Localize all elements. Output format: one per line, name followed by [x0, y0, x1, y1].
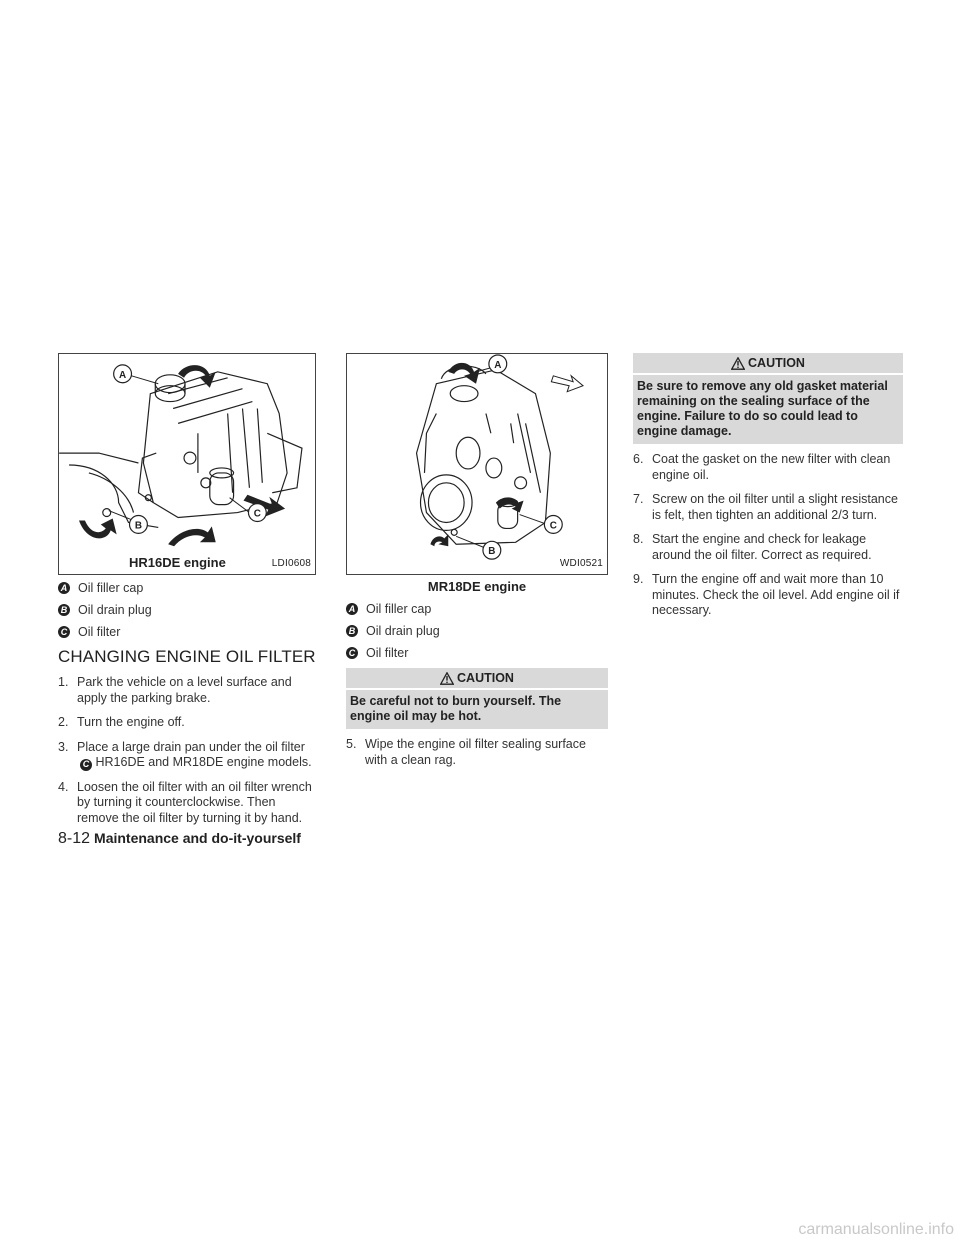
circled-letter-c-icon: C — [58, 626, 70, 638]
step-2 — [58, 715, 316, 731]
page-footer — [58, 830, 301, 848]
warning-triangle-icon — [440, 672, 454, 685]
step-number: 3. — [58, 739, 69, 754]
caution-box — [346, 668, 608, 729]
legend-item-a — [346, 602, 608, 616]
callout-c-label: C — [549, 520, 557, 532]
circled-letter-a-icon: A — [58, 582, 70, 594]
step-4 — [58, 780, 316, 827]
left-column — [58, 353, 316, 835]
legend-item-c — [58, 625, 316, 639]
callout-c-label: C — [253, 508, 261, 520]
callout-a-label: A — [119, 369, 127, 381]
step-text: Turn the engine off and wait more than 10 minutes. Check the oil level. Add engine oil if necessary. — [652, 572, 900, 617]
step-text: Place a large drain pan under the oil filter — [77, 739, 305, 754]
legend-text: Oil filler cap — [366, 602, 432, 616]
caution-text: Be sure to remove any old gasket material remaining on the sealing surface of the engine. Failure to do so could lead to engine damage. — [637, 379, 888, 438]
hr16de-engine-figure — [58, 353, 316, 575]
caution-text: Be careful not to burn yourself. The engine oil may be hot. — [350, 694, 562, 723]
step-text: Loosen the oil filter with an oil filter wrench by turning it counterclockwise. Then remove the oil filter by turning it by hand. — [77, 779, 312, 825]
callout-b-label: B — [134, 520, 143, 532]
circled-letter-a-icon: A — [346, 603, 358, 615]
step-number: 6. — [633, 452, 644, 466]
legend-item-c — [346, 646, 608, 660]
step-number: 9. — [633, 572, 644, 586]
circled-letter-c-icon: C — [346, 647, 358, 659]
step-number: 1. — [58, 675, 69, 689]
step-8 — [633, 532, 903, 563]
circled-letter-b-icon: B — [346, 625, 358, 637]
step-1 — [58, 675, 316, 706]
warning-triangle-icon — [731, 357, 745, 370]
watermark: carmanualsonline.info — [798, 1221, 954, 1238]
step-number: 7. — [633, 492, 644, 506]
step-number: 4. — [58, 779, 69, 794]
step-number: 2. — [58, 715, 69, 729]
step-7 — [633, 492, 903, 523]
step-text: Park the vehicle on a level surface and apply the parking brake. — [77, 675, 292, 705]
step-text: Coat the gasket on the new filter with clean engine oil. — [652, 452, 891, 482]
legend-item-b — [58, 603, 316, 617]
figure-caption: MR18DE engine — [427, 579, 527, 594]
step-text: HR16DE and MR18DE engine models. — [95, 755, 312, 769]
figure-legend — [58, 581, 316, 639]
legend-text: Oil drain plug — [78, 603, 152, 617]
circled-letter-b-icon: B — [58, 604, 70, 616]
circled-letter-c-icon: C — [80, 759, 92, 771]
callout-a-label: A — [494, 359, 502, 371]
section-title: CHANGING ENGINE OIL FILTER — [58, 647, 316, 666]
step-text: Turn the engine off. — [77, 715, 185, 729]
figure-code: LDI0608 — [271, 558, 311, 569]
page-section-title: Maintenance and do-it-yourself — [94, 830, 301, 846]
step-6 — [633, 452, 903, 483]
figure-legend — [346, 602, 608, 660]
mr18de-engine-figure — [346, 353, 608, 575]
caution-header — [633, 353, 903, 375]
mr18de-callouts — [347, 354, 607, 574]
legend-item-a — [58, 581, 316, 595]
caution-header — [346, 668, 608, 690]
figure-caption: HR16DE engine — [129, 555, 226, 570]
step-text: Start the engine and check for leakage around the oil filter. Correct as required. — [652, 532, 872, 562]
step-9 — [633, 572, 903, 619]
page-number: 8-12 — [58, 830, 91, 847]
legend-text: Oil drain plug — [366, 624, 440, 638]
step-5 — [346, 737, 608, 768]
legend-text: Oil filter — [366, 646, 409, 660]
hr16de-callouts — [59, 354, 315, 574]
callout-b-label: B — [488, 546, 496, 558]
caution-title: CAUTION — [457, 671, 514, 685]
legend-text: Oil filler cap — [78, 581, 144, 595]
caution-title: CAUTION — [748, 356, 805, 370]
step-text: Wipe the engine oil filter sealing surface with a clean rag. — [365, 737, 586, 767]
figure-code: WDI0521 — [559, 558, 603, 569]
legend-item-b — [346, 624, 608, 638]
step-text: Screw on the oil filter until a slight resistance is felt, then tighten an additional 2/3 turn. — [652, 492, 898, 522]
middle-column — [346, 353, 608, 777]
step-3 — [58, 740, 316, 771]
legend-text: Oil filter — [78, 625, 121, 639]
caution-box — [633, 353, 903, 444]
step-number: 5. — [346, 737, 357, 751]
step-number: 8. — [633, 532, 644, 546]
right-column — [633, 353, 903, 628]
